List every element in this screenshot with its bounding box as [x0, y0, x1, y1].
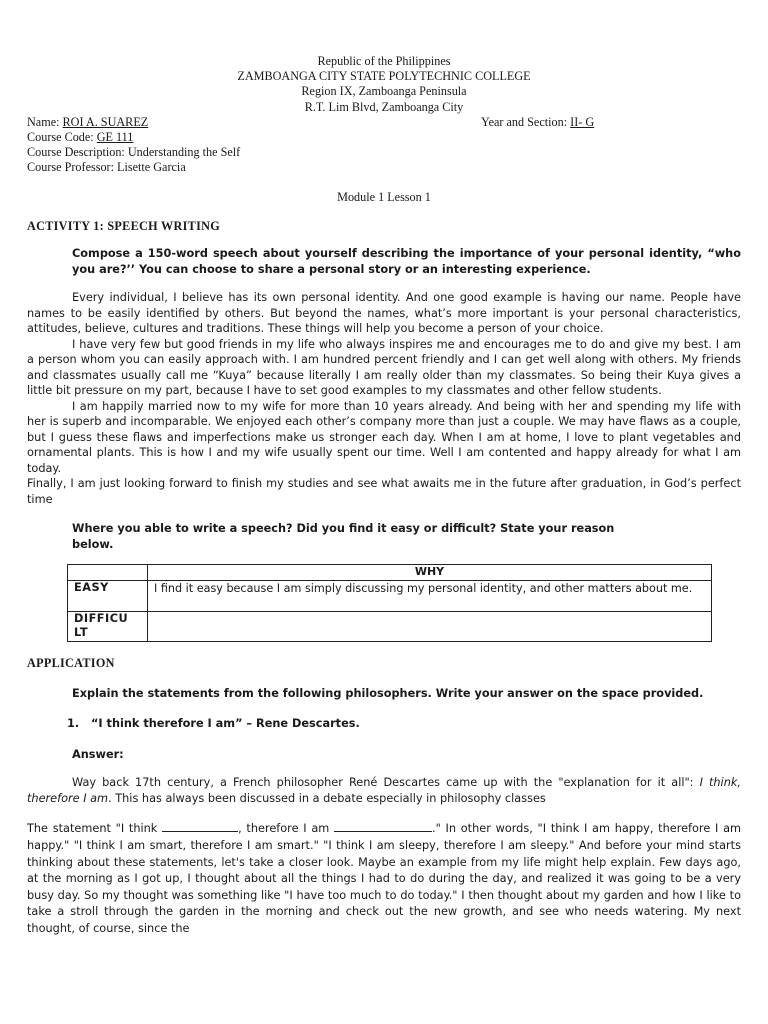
year-section [481, 115, 594, 130]
answer-paragraph-2 [27, 820, 741, 937]
answer-p1-start: Way back 17th century, a French philosopher René Descartes came up with the "explanation for it all": [72, 776, 700, 790]
name-line [27, 115, 741, 130]
table-row-easy [68, 580, 712, 611]
course-description: Course Description: Understanding the Self [27, 144, 241, 159]
table-row-difficult [68, 611, 712, 641]
year-value: II- G [570, 114, 595, 129]
module-title: Module 1 Lesson 1 [337, 189, 431, 204]
course-code-value: GE 111 [96, 129, 134, 144]
activity-title: ACTIVITY 1: SPEECH WRITING [27, 219, 221, 234]
answer-p2-part1: The statement "I think [27, 822, 163, 836]
name-label: Name: [27, 114, 63, 129]
header-address: R.T. Lim Blvd, Zamboanga City [304, 99, 464, 114]
document-header [27, 54, 741, 115]
header-region: Region IX, Zamboanga Peninsula [301, 84, 467, 99]
course-professor: Course Professor: Lisette Garcia [27, 159, 186, 174]
easy-label: EASY [68, 580, 148, 611]
blank-line-1 [162, 820, 238, 832]
speech-body [27, 290, 741, 507]
difficult-label-line-2: LT [74, 626, 89, 640]
answer-p2-part2: , therefore I am [238, 822, 334, 836]
blank-line-2 [334, 820, 432, 832]
speech-paragraph-1: Every individual, I believe has its own personal identity. And one good example is having our name. People have names to be easily identified by others. But beyond the names, what’s more important is your personal characteristics, attitudes, believe, cultures and traditions. These things will help you become a person of your choice. [27, 291, 741, 336]
year-label: Year and Section: [481, 114, 571, 129]
difficult-reason [148, 611, 712, 641]
header-college: ZAMBOANGA CITY STATE POLYTECHNIC COLLEGE [237, 69, 531, 84]
reason-table [67, 564, 712, 642]
course-code-line [27, 130, 741, 145]
student-info [27, 115, 741, 175]
answer-p1-italic: I think, therefore I am [27, 776, 741, 806]
table-header-row [68, 565, 712, 581]
document-page [27, 54, 741, 938]
difficult-label-line-1: DIFFICU [74, 611, 129, 625]
course-code-label: Course Code: [27, 129, 97, 144]
table-header-empty [68, 565, 148, 581]
question-number: 1. [67, 717, 80, 731]
speech-paragraph-2: I have very few but good friends in my life who always inspires me and encourages me to do and give my best. I am a person whom you can easily approach with. I am hundred percent friendly and I can get well along with others. My friends and classmates usually call me “Kuya” because literally I am really older than my classmates. So being their Kuya gives a little bit pressure on my part, because I have to set good examples to my classmates and other fellow students. [27, 337, 741, 398]
application-instruction: Explain the statements from the following philosophers. Write your answer on the space provided. [72, 686, 704, 700]
header-republic: Republic of the Philippines [317, 54, 451, 68]
speech-paragraph-3: I am happily married now to my wife for more than 10 years already. And being with her and spending my life with her is superb and incomparable. We enjoyed each other’s company more than just a couple. We may have flaws as a couple, but I guess these flaws and imperfections make us stronger each day. When I am at home, I love to plant vegetables and ornamental plants. This is how I and my wife usually spent our time. Well I am contented and happy already for what I am today. [27, 399, 741, 475]
activity-question: Where you able to write a speech? Did you find it easy or difficult? State your reason below. [72, 522, 615, 551]
application-title: APPLICATION [27, 655, 115, 670]
name-value: ROI A. SUAREZ [62, 114, 149, 129]
speech-paragraph-4: Finally, I am just looking forward to finish my studies and see what awaits me in the future after graduation, in God’s perfect time [27, 477, 741, 506]
difficult-label [68, 611, 148, 641]
answer-paragraph-1 [27, 775, 741, 807]
table-header-why: WHY [148, 565, 712, 581]
question-item-1 [67, 716, 741, 732]
answer-label: Answer: [72, 747, 124, 761]
answer-p2-part3: ." In other words, "I think I am happy, therefore I am happy." "I think I am smart, therefore I am smart." "I think I am sleepy, therefore I am sleepy." And before your mind starts thinking about these statements, let's take a closer look. Maybe an example from my life might help explain. Few days ago, at the morning as I got up, I thought about all the things I had to do during the day, and realized it was going to be a very busy day. So my thought was something like "I have too much to do today." I then thought about my garden and how I like to take a stroll through the garden in the morning and check out the new growth, and see who needs watering. My next thought, of course, since the [27, 822, 741, 935]
question-text: “I think therefore I am” – Rene Descartes. [91, 717, 360, 731]
answer-p1-end: . This has always been discussed in a debate especially in philosophy classes [108, 792, 546, 806]
activity-prompt: Compose a 150-word speech about yourself describing the importance of your personal identity, “who you are?’’ You can choose to share a personal story or an interesting experience. [72, 247, 741, 276]
easy-reason: I find it easy because I am simply discussing my personal identity, and other matters about me. [148, 580, 712, 611]
